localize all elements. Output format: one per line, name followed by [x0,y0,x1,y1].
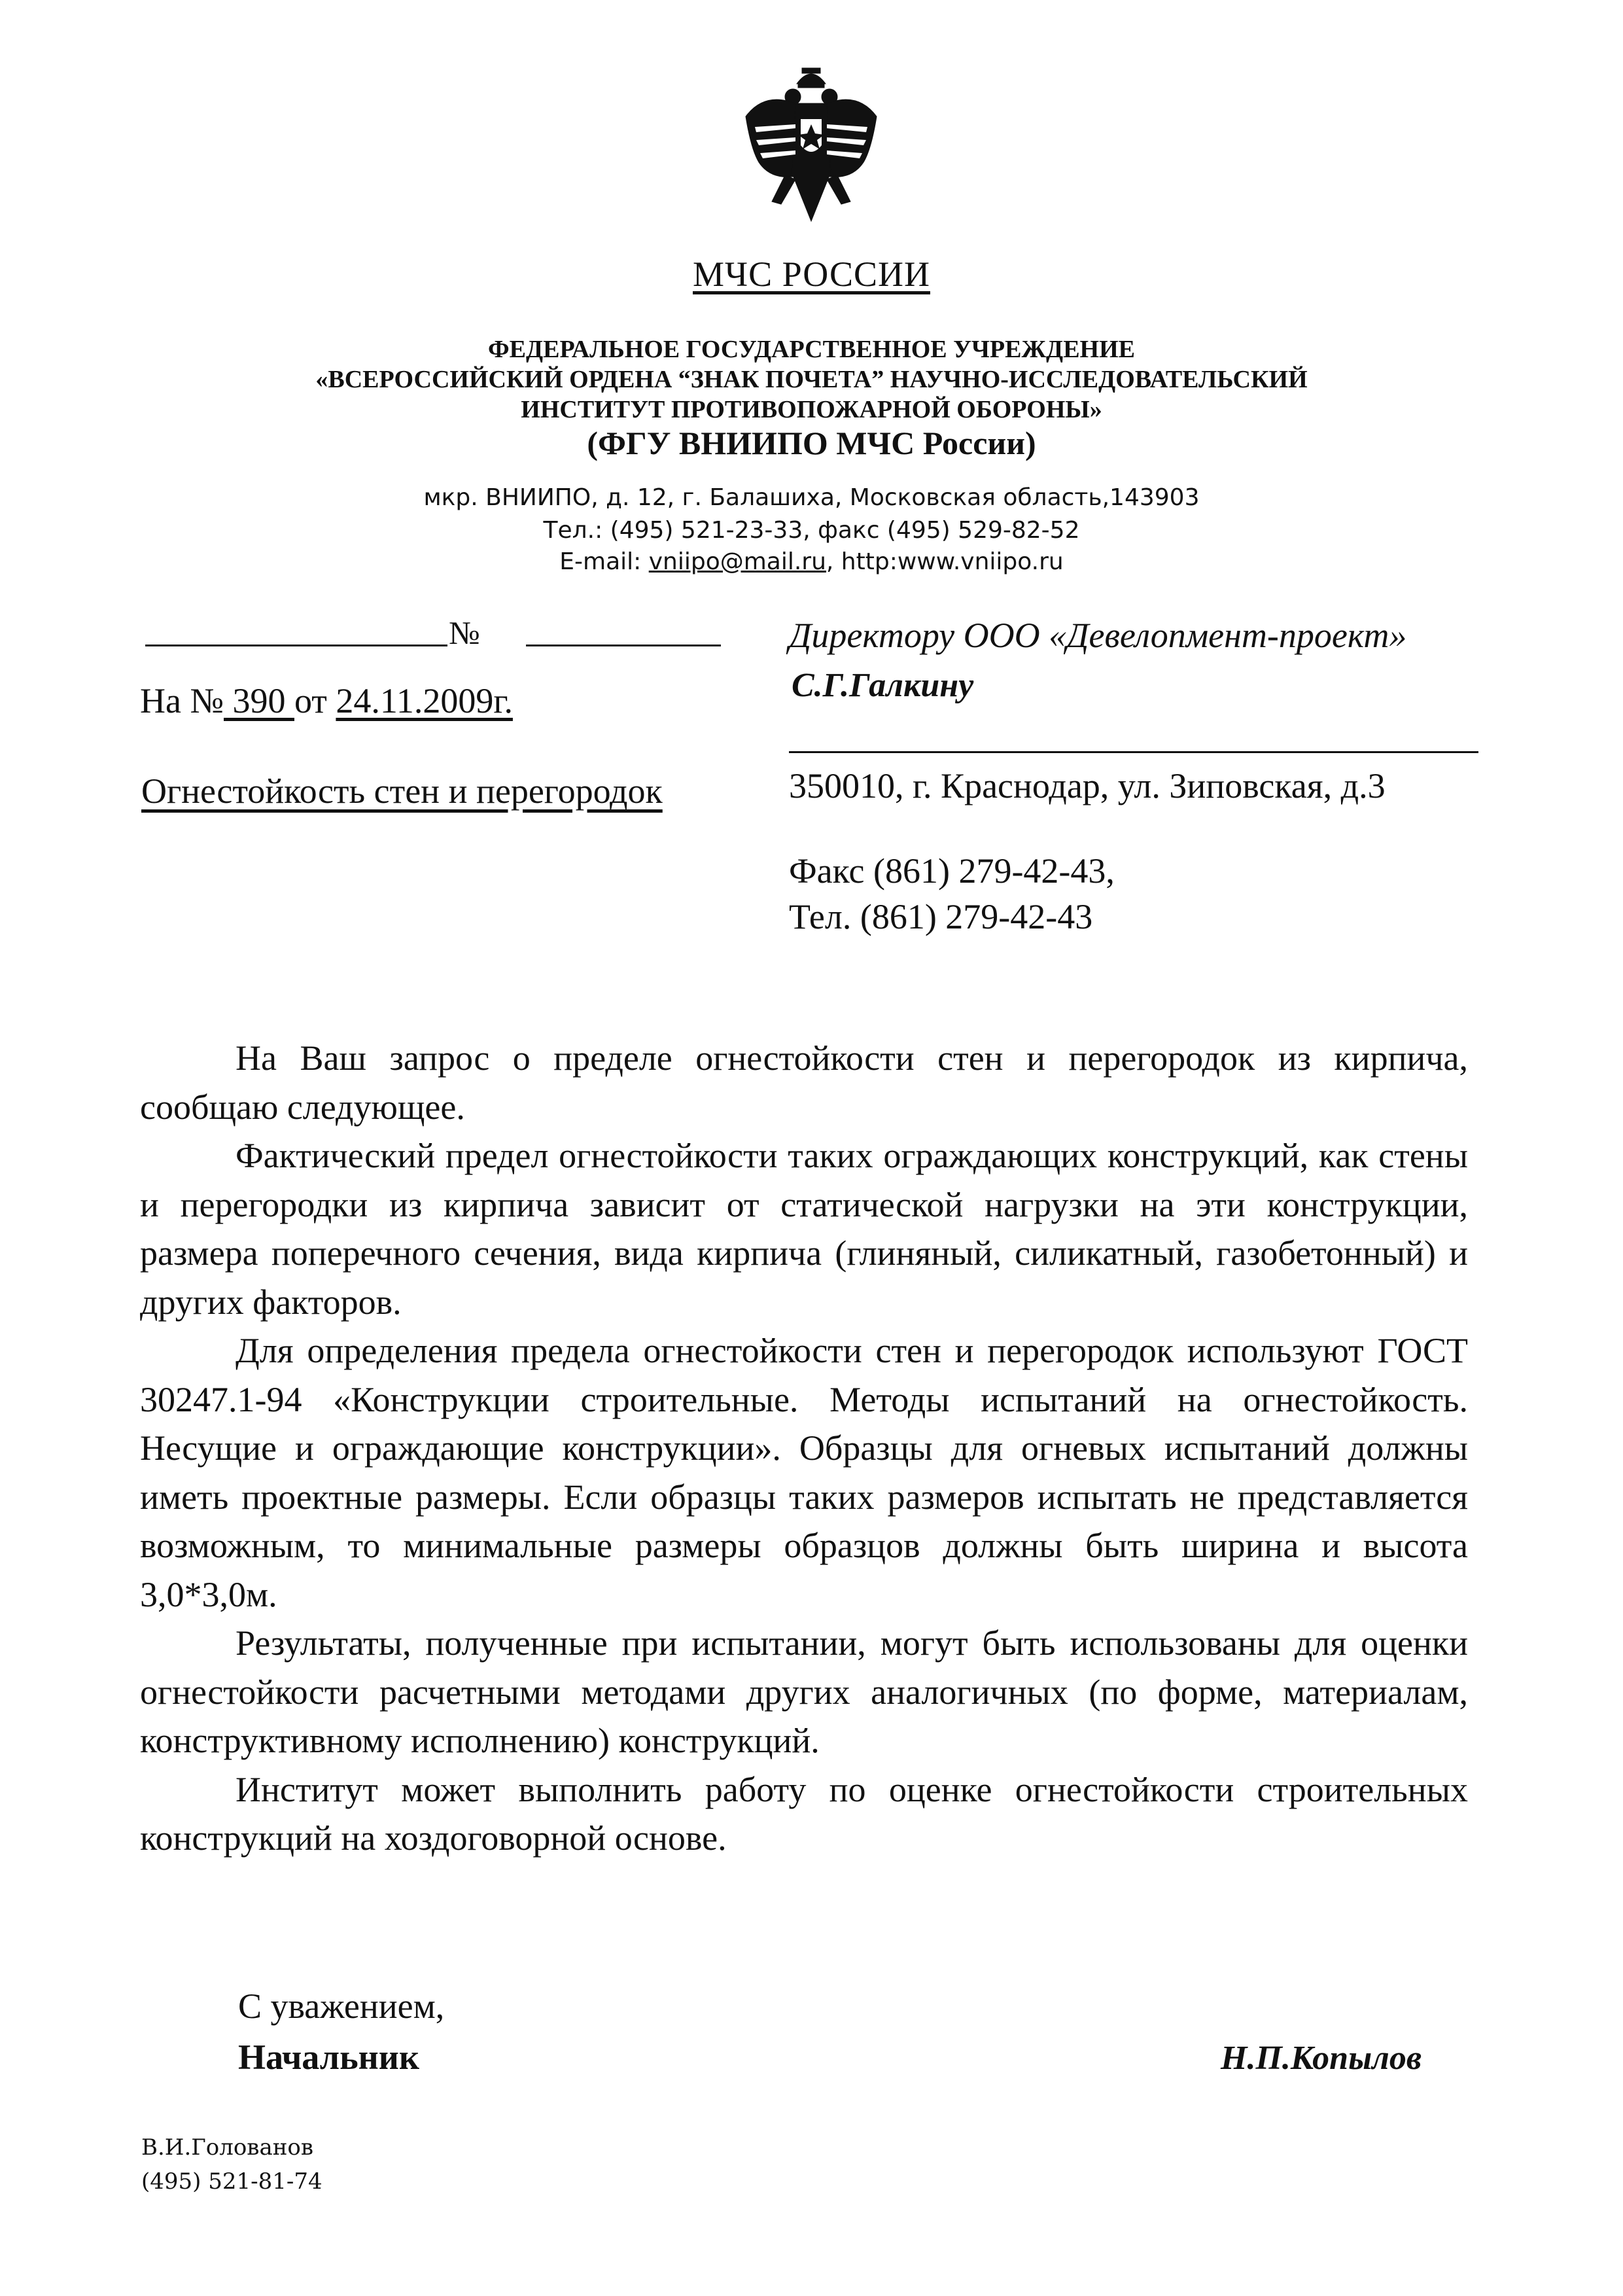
in-reply-number: 390 [224,681,294,720]
ministry-name: МЧС РОССИИ [692,255,930,294]
signatory-name: Н.П.Копылов [1221,2040,1422,2077]
org-name-line-2: «ВСЕРОССИЙСКИЙ ОРДЕНА “ЗНАК ПОЧЕТА” НАУЧНО-ИССЛЕДОВАТЕЛЬСКИЙ [315,366,1308,393]
recipient-title: Директору ООО «Девелопмент-проект» [789,616,1407,655]
body-paragraph: Институт может выполнить работу по оценке огнестойкости строительных конструкций на хоздоговорной основе. [140,1769,1468,1858]
in-reply-prefix: На № [140,681,224,720]
letter-subject: Огнестойкость стен и перегородок [141,771,663,811]
recipient-fax: Факс (861) 279-42-43, [789,851,1115,891]
executor-phone: (495) 521-81-74 [141,2168,323,2195]
outgoing-number-field-line [526,645,721,646]
body-paragraph: Для определения предела огнестойкости стен и перегородок используют ГОСТ 30247.1-94 «Конструкции строительные. Методы испытаний на огнестойкость. Несущие и ограждающие конструкции». Образцы для огневых испытаний должны иметь проектные размеры. Если образцы таких размеров испытать не представляется возможным, то минимальные размеры образцов должны быть ширина и высота 3,0*3,0м. [140,1331,1468,1614]
in-reply-reference [140,680,513,721]
recipient-divider [789,751,1478,753]
closing-phrase: С уважением, [238,1987,445,2026]
number-sign: № [449,614,480,651]
recipient-address: 350010, г. Краснодар, ул. Зиповская, д.3 [789,766,1386,805]
email-label: E-mail: [559,548,649,575]
mchs-emblem-icon [733,64,890,228]
executor-name: В.И.Голованов [141,2134,313,2161]
email-link[interactable]: vniipo@mail.ru [648,548,826,575]
org-contacts [0,548,1623,575]
recipient-name: С.Г.Галкину [792,667,974,704]
org-phones: Тел.: (495) 521-23-33, факс (495) 529-82-52 [543,517,1080,544]
org-short-name: (ФГУ ВНИИПО МЧС России) [587,425,1036,461]
body-paragraph: Результаты, полученные при испытании, могут быть использованы для оценки огнестойкости расчетными методами других аналогичных (по форме, материалам, конструктивному исполнению) конструкций. [140,1623,1468,1760]
letter-body [140,1034,1468,1863]
outgoing-number-line [145,645,447,646]
website-text: , http:www.vniipo.ru [826,548,1064,575]
signatory-position: Начальник [238,2038,419,2077]
body-paragraph: На Ваш запрос о пределе огнестойкости стен и перегородок из кирпича, сообщаю следующее. [140,1038,1468,1127]
org-name-line-3: ИНСТИТУТ ПРОТИВОПОЖАРНОЙ ОБОРОНЫ» [521,396,1102,423]
recipient-phone: Тел. (861) 279-42-43 [789,897,1093,936]
org-name-line-1: ФЕДЕРАЛЬНОЕ ГОСУДАРСТВЕННОЕ УЧРЕЖДЕНИЕ [487,336,1136,363]
body-paragraph: Фактический предел огнестойкости таких ограждающих конструкций, как стены и перегородки из кирпича зависит от статической нагрузки на эти конструкции, размера поперечного сечения, вида кирпича (глиняный, силикатный, газобетонный) и других факторов. [140,1136,1468,1322]
org-address: мкр. ВНИИПО, д. 12, г. Балашиха, Московская область,143903 [423,484,1200,511]
date-prefix: от [294,681,336,720]
in-reply-date: 24.11.2009г. [336,681,513,720]
